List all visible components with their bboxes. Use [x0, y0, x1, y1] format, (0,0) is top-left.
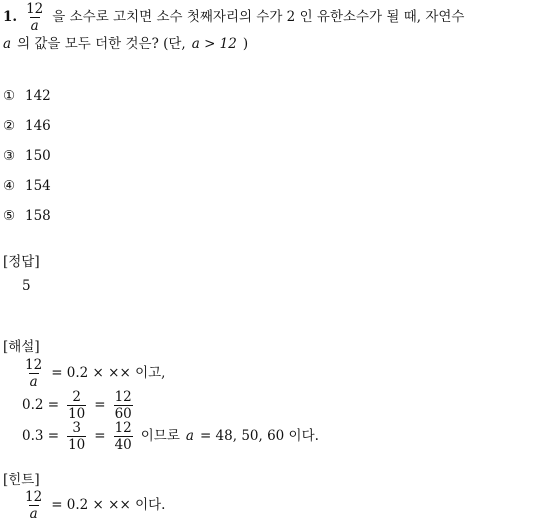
fraction-numerator: 12 [114, 389, 132, 405]
option-value: 146 [25, 118, 51, 134]
option-value: 150 [25, 148, 51, 164]
equals-sign: = [94, 396, 106, 413]
fraction [67, 390, 86, 421]
option-mark: ① [3, 88, 16, 104]
fraction-numerator: 12 [25, 357, 43, 373]
fraction-denominator: a [29, 506, 38, 523]
option-mark: ② [3, 118, 16, 134]
fraction-numerator: 3 [72, 420, 81, 436]
explanation-text-pre: 이므로 [140, 427, 180, 444]
fraction-denominator: a [29, 374, 38, 391]
fraction-denominator: 10 [68, 437, 86, 454]
fraction-numerator: 2 [72, 389, 81, 405]
explanation-line-1 [22, 358, 165, 389]
fraction-numerator: 12 [25, 489, 43, 505]
fraction-numerator: 12 [26, 1, 44, 17]
option-mark: ⑤ [3, 208, 16, 224]
option-5[interactable] [3, 210, 51, 224]
question-line-1 [3, 2, 464, 33]
fraction [24, 358, 43, 389]
question-number: 1. [3, 8, 18, 25]
question-fraction [25, 2, 44, 33]
hint-label: [힌트] [3, 472, 40, 488]
question-text-end: ) [242, 36, 249, 52]
hint-line-1 [22, 490, 165, 521]
fraction-denominator: 10 [68, 406, 86, 423]
option-mark: ④ [3, 178, 16, 194]
explanation-text: = 0.2 × ×× 이고, [51, 364, 166, 381]
hint-text: = 0.2 × ×× 이다. [51, 496, 166, 513]
answer-label: [정답] [3, 254, 40, 270]
explanation-text: = 48, 50, 60 이다. [199, 427, 319, 444]
option-2[interactable] [3, 120, 51, 134]
equals-sign: = [94, 427, 106, 444]
fraction [67, 421, 86, 452]
explanation-line-3 [22, 421, 319, 452]
option-value: 154 [25, 178, 51, 194]
explanation-lhs: 0.3 = [22, 427, 60, 444]
option-3[interactable] [3, 150, 51, 164]
fraction [114, 421, 133, 452]
question-line-2 [3, 38, 248, 52]
option-value: 158 [25, 208, 51, 224]
fraction-denominator: 60 [114, 406, 132, 423]
question-variable: a [3, 36, 12, 52]
fraction-numerator: 12 [114, 420, 132, 436]
option-1[interactable] [3, 90, 51, 104]
fraction [24, 490, 43, 521]
answer-value: 5 [22, 278, 31, 294]
fraction-denominator: a [30, 18, 39, 35]
question-text-2: 의 값을 모두 더한 것은? (단, [17, 36, 186, 52]
fraction [114, 390, 133, 421]
question-condition: a > 12 [191, 36, 237, 52]
option-value: 142 [25, 88, 51, 104]
explanation-lhs: 0.2 = [22, 396, 60, 413]
fraction-denominator: 40 [114, 437, 132, 454]
explanation-line-2 [22, 390, 135, 421]
option-mark: ③ [3, 148, 16, 164]
explanation-label: [해설] [3, 339, 40, 355]
question-text-1: 을 소수로 고치면 소수 첫째자리의 수가 2 인 유한소수가 될 때, 자연수 [52, 8, 465, 25]
option-4[interactable] [3, 180, 51, 194]
explanation-variable: a [185, 427, 194, 444]
